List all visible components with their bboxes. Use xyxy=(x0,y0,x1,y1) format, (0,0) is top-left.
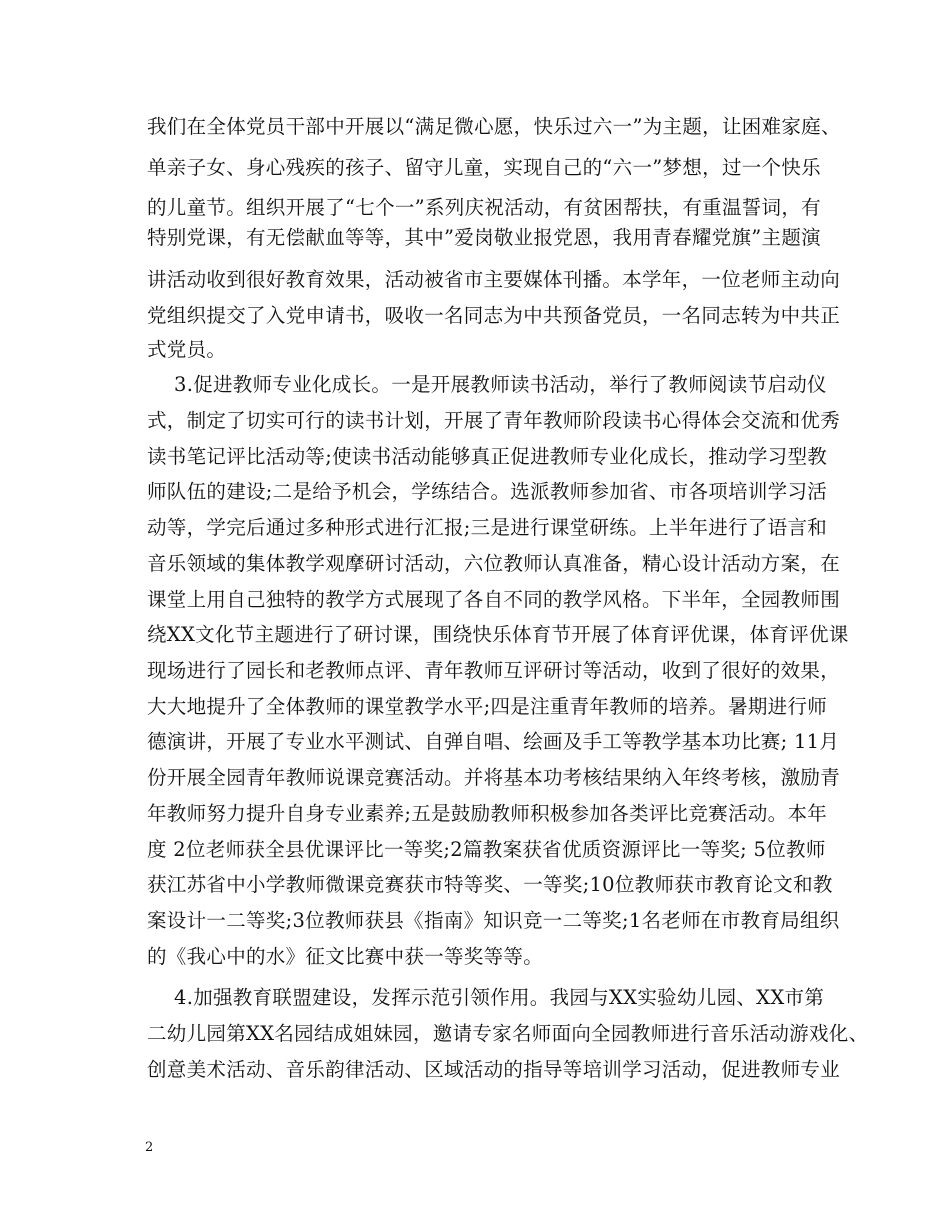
text-line: 我们在全体党员干部中开展以“满足微心愿，快乐过六一”为主题，让困难家庭、 xyxy=(147,115,841,138)
text-line: 大大地提升了全体教师的课堂教学水平;四是注重青年教师的培养。暑期进行师 xyxy=(147,695,828,718)
text-line: 获江苏省中小学教师微课竞赛获市特等奖、一等奖;10位教师获市教育论文和教 xyxy=(147,873,833,896)
text-line: 音乐领域的集体教学观摩研讨活动，六位教师认真准备，精心设计活动方案，在 xyxy=(147,552,841,575)
paragraph-3-start: 3.促进教师专业化成长。一是开展教师读书活动，举行了教师阅读节启动仪 xyxy=(174,373,827,396)
text-line: 德演讲，开展了专业水平测试、自弹自唱、绘画及手工等教学基本功比赛; 11月 xyxy=(147,730,840,753)
text-line: 份开展全园青年教师说课竞赛活动。并将基本功考核结果纳入年终考核，激励青 xyxy=(147,766,841,789)
text-line: 课堂上用自己独特的教学方式展现了各自不同的教学风格。下半年，全园教师围 xyxy=(147,588,841,611)
text-line: 二幼儿园第XX名园结成姐妹园，邀请专家名师面向全园教师进行音乐活动游戏化、 xyxy=(147,1022,869,1045)
text-line: 现场进行了园长和老教师点评、青年教师互评研讨等活动，收到了很好的效果， xyxy=(147,659,841,682)
text-line: 特别党课，有无偿献血等等，其中”爱岗敬业报党恩，我用青春耀党旗”主题演 xyxy=(147,226,821,249)
text-line: 绕XX文化节主题进行了研讨课，围绕快乐体育节开展了体育评优课，体育评优课 xyxy=(147,623,849,646)
text-line: 度 2位老师获全县优课评比一等奖;2篇教案获省优质资源评比一等奖; 5位教师 xyxy=(147,838,826,861)
text-line: 式，制定了切实可行的读书计划，开展了青年教师阶段读书心得体会交流和优秀 xyxy=(147,409,841,432)
text-line: 党组织提交了入党申请书，吸收一名同志为中共预备党员，一名同志转为中共正 xyxy=(147,304,841,327)
text-line: 的《我心中的水》征文比赛中获一等奖等等。 xyxy=(147,945,544,968)
text-line: 案设计一二等奖;3位教师获县《指南》知识竞一二等奖;1名老师在市教育局组织 xyxy=(147,909,840,932)
text-line: 的儿童节。组织开展了“七个一”系列庆祝活动，有贫困帮扶，有重温誓词，有 xyxy=(147,196,821,219)
page-number: 2 xyxy=(145,1140,154,1155)
text-line: 式党员。 xyxy=(147,338,227,361)
paragraph-4-start: 4.加强教育联盟建设，发挥示范引领作用。我园与XX实验幼儿园、XX市第 xyxy=(174,986,825,1009)
text-line: 讲活动收到很好教育效果，活动被省市主要媒体刊播。本学年，一位老师主动向 xyxy=(147,268,841,291)
text-line: 创意美术活动、音乐韵律活动、区域活动的指导等培训学习活动，促进教师专业 xyxy=(147,1058,841,1081)
text-line: 年教师努力提升自身专业素养;五是鼓励教师积极参加各类评比竞赛活动。本年 xyxy=(147,802,828,825)
text-line: 单亲子女、身心残疾的孩子、留守儿童，实现自己的“六一”梦想，过一个快乐 xyxy=(147,156,821,179)
text-line: 读书笔记评比活动等;使读书活动能够真正促进教师专业化成长，推动学习型教 xyxy=(147,445,828,468)
text-line: 师队伍的建设;二是给予机会，学练结合。选派教师参加省、市各项培训学习活 xyxy=(147,480,828,503)
text-line: 动等，学完后通过多种形式进行汇报;三是进行课堂研练。上半年进行了语言和 xyxy=(147,516,828,539)
